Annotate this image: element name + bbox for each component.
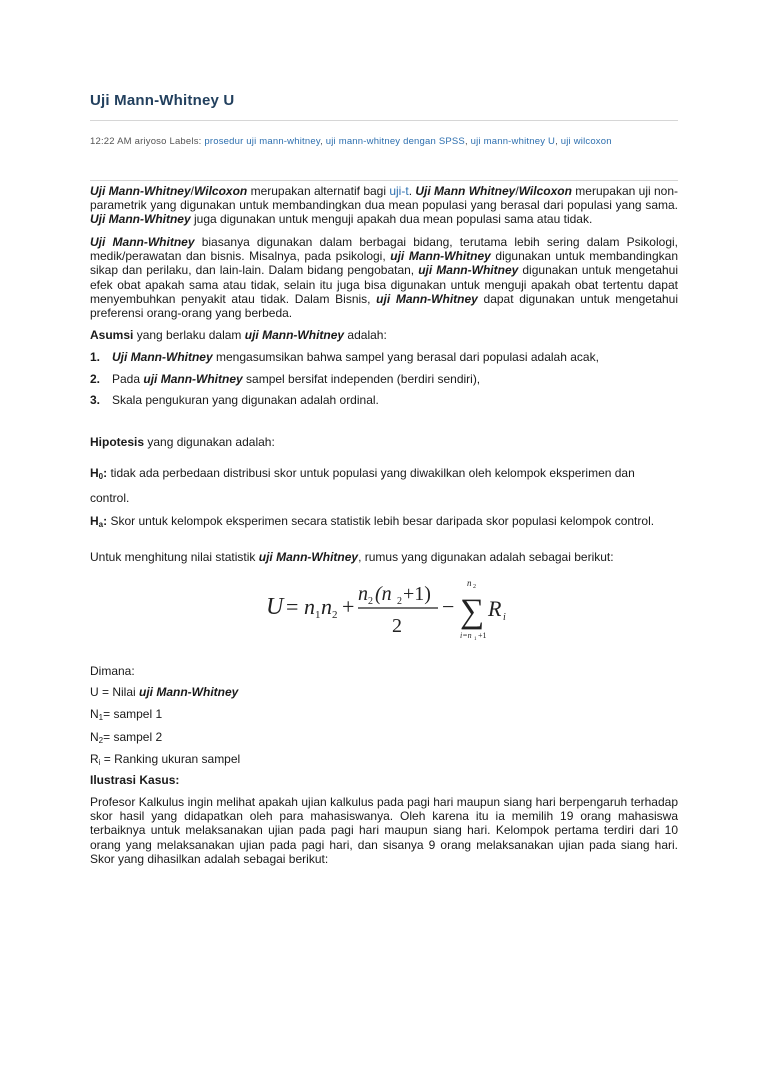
post-meta: 12:22 AM ariyoso Labels: prosedur uji mann-whitney, uji mann-whitney dengan SPSS, uji mann-whitney U, uji wilcoxon	[90, 136, 612, 147]
svg-text:1: 1	[474, 637, 477, 642]
svg-text:2: 2	[368, 596, 373, 607]
svg-text:+1: +1	[478, 631, 487, 640]
svg-text:U: U	[266, 594, 284, 620]
hypothesis-h0: $H_0$: tidak ada perbedaan distribusi skor untuk populasi yang diwakilkan oleh kelompok eksperimen dan	[90, 466, 635, 481]
svg-text:1: 1	[315, 609, 321, 621]
post-time: 12:22 AM	[90, 136, 132, 147]
label-link[interactable]: uji mann-whitney dengan SPSS	[325, 136, 465, 147]
label-link[interactable]: uji mann-whitney U	[470, 136, 556, 147]
svg-text:n: n	[467, 578, 472, 588]
uji-t-link[interactable]: uji-t	[389, 184, 409, 198]
rumus-intro: Untuk menghitung nilai statistik uji Mann-Whitney, rumus yang digunakan adalah sebagai berikut:	[90, 550, 614, 564]
svg-text:n: n	[321, 594, 332, 619]
dimana-heading: Dimana:	[90, 664, 135, 678]
labels-prefix: Labels:	[169, 136, 202, 147]
svg-text:+1): +1)	[403, 583, 431, 605]
svg-text:∑: ∑	[460, 593, 485, 630]
svg-text:i: i	[503, 612, 506, 623]
svg-text:n: n	[304, 594, 315, 619]
post-author[interactable]: ariyoso	[134, 136, 167, 147]
svg-text:2: 2	[332, 609, 338, 621]
def-u: U = Nilai uji Mann-Whitney	[90, 685, 239, 699]
ilustrasi-heading: Ilustrasi Kasus:	[90, 773, 180, 787]
asumsi-heading: Asumsi yang berlaku dalam uji Mann-Whitney adalah:	[90, 328, 387, 342]
hypothesis-h0-cont: control.	[90, 491, 130, 505]
svg-text:2: 2	[473, 584, 476, 590]
ilustrasi-paragraph: Profesor Kalkulus ingin melihat apakah ujian kalkulus pada pagi hari maupun siang hari berpengaruh terhadap skor hasil yang didapatkan oleh para mahasiswanya. Oleh karena itu ia memilih 19 orang mahasiswa terbaiknya untuk melaksanakan ujian pada pagi hari maupun siang hari. Kelompok pertama terdiri dari 10 orang yang melaksanakan ujian pada pagi hari, dan sisanya 9 orang melaksanakan ujian pada siang hari. Skor yang dihasilkan adalah sebagai berikut:	[90, 795, 678, 866]
mann-whitney-formula	[262, 574, 512, 644]
page-title: Uji Mann-Whitney U	[90, 92, 235, 109]
svg-text:+: +	[342, 594, 355, 619]
hipotesis-heading: Hipotesis yang digunakan adalah:	[90, 435, 275, 449]
def-n1: $N_1=$ sampel 1	[90, 707, 163, 722]
svg-text:n: n	[358, 583, 368, 605]
label-link[interactable]: uji wilcoxon	[560, 136, 612, 147]
def-ri: $R_i$ = Ranking ukuran sampel	[90, 752, 241, 767]
list-item: 3. Skala pengukuran yang digunakan adalah ordinal.	[90, 393, 379, 407]
title-divider	[90, 120, 678, 121]
list-item: 1. Uji Mann-Whitney mengasumsikan bahwa sampel yang berasal dari populasi adalah acak,	[90, 350, 599, 364]
meta-divider	[90, 180, 678, 181]
svg-text:2: 2	[392, 615, 402, 637]
svg-text:=: =	[286, 594, 299, 619]
svg-text:i=n: i=n	[460, 631, 472, 640]
svg-text:2: 2	[397, 596, 402, 607]
def-n2: $N_2=$ sampel 2	[90, 730, 163, 745]
paragraph-usage: Uji Mann-Whitney biasanya digunakan dalam berbagai bidang, terutama lebih sering dalam Psikologi, medik/perawatan dan bisnis. Misalnya, pada psikologi, uji Mann-Whitney digunakan untuk membandingkan sikap dan perilaku, dan lain-lain. Dalam bidang pengobatan, uji Mann-Whitney digunakan untuk mengetahui efek obat apakah sama atau tidak, selain itu juga bisa digunakan untuk menguji apakah obat tertentu dapat menyembuhkan penyakit atau tidak. Dalam Bisnis, uji Mann-Whitney dapat digunakan untuk mengetahui preferensi orang-orang yang berbeda.	[90, 235, 679, 321]
svg-text:R: R	[488, 596, 502, 621]
list-item: 2. Pada uji Mann-Whitney sampel bersifat independen (berdiri sendiri),	[90, 372, 481, 386]
svg-text:(n: (n	[375, 583, 392, 605]
hypothesis-ha: $H_a$: Skor untuk kelompok eksperimen secara statistik lebih besar daripada skor populasi kelompok control.	[90, 514, 655, 529]
paragraph-intro: Uji Mann-Whitney/Wilcoxon merupakan alternatif bagi uji-t. Uji Mann Whitney/Wilcoxon merupakan uji non-parametrik yang digunakan untuk membandingkan dua mean populasi yang berasal dari populasi yang sama. Uji Mann-Whitney juga digunakan untuk menguji apakah dua mean populasi sama atau tidak.	[90, 184, 678, 227]
svg-text:−: −	[442, 594, 455, 619]
label-link[interactable]: prosedur uji mann-whitney	[204, 136, 321, 147]
